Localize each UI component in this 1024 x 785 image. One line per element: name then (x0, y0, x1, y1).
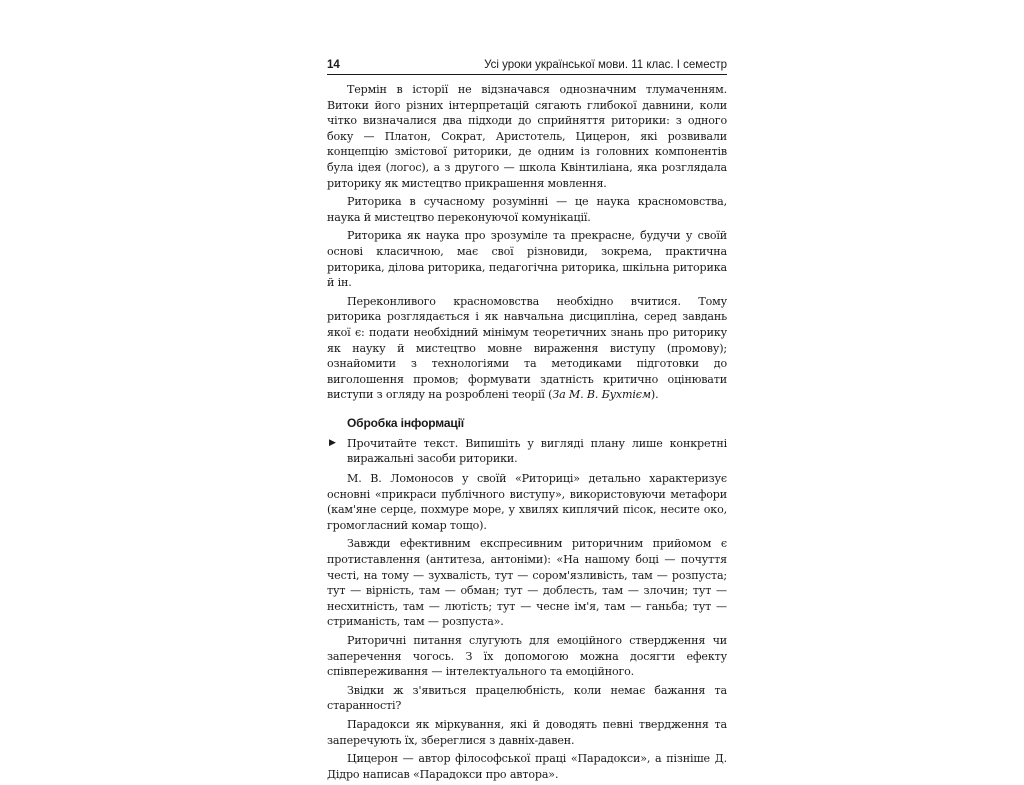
task-text: Прочитайте текст. Випишіть у вигляді плану лише конкретні виражальні засоби риторики. (347, 436, 727, 466)
paragraph-with-source (327, 294, 727, 403)
page-content (327, 82, 727, 782)
page-header (327, 56, 727, 75)
source-citation: За М. В. Бухтієм (552, 388, 651, 402)
paragraph: Риторичні питання слугують для емоційного ствердження чи заперечення чогось. З їх допомогою можна досягти ефекту співпереживання — інтелектуального та емоційного. (327, 634, 727, 679)
running-head: Усі уроки української мови. 11 клас. І семестр (484, 59, 727, 71)
book-page (327, 56, 727, 785)
paragraph: Завжди ефективним експресивним риторичним прийомом є протиставлення (антитеза, антоніми): «На нашому боці — почуття честі, на тому — зухвалість, тут — сором'язливість, там — розпуста; тут — вірність, там — обман; тут — доблесть, там — злочин; тут — несхитність, там — лютість; тут — чесне ім'я, там — ганьба; тут — стриманість, там — розпуста». (327, 537, 727, 629)
paragraph-text: Переконливого красномовства необхідно вчитися. Тому риторика розглядається і як навчальна дисципліна, серед завдань якої є: подати необхідний мінімум теоретичних знань про риторику як науку й мистецтво мовне вираження виступу (промову); ознайомити з технологіями та методиками підготовки до виголошення промов; формувати здатність критично оцінювати виступи з огляду на розроблені теорії ( (327, 294, 727, 402)
paragraph: Звідки ж з'явиться працелюбність, коли немає бажання та старанності? (327, 683, 727, 713)
paragraph: Риторика в сучасному розумінні — це наука красномовства, наука й мистецтво переконуючої комунікації. (327, 195, 727, 224)
paragraph: Термін в історії не відзначався однозначним тлумаченням. Витоки його різних інтерпретацій сягають глибокої давнини, коли чітко визначалися два підходи до сприйняття риторики: з одного боку — Платон, Сократ, Аристотель, Цицерон, які розвивали концепцію змістової риторики, де одним із головних компонентів була ідея (логос), а з другого — школа Квінтиліана, яка розглядала риторику як мистецтво прикрашення мовлення. (327, 83, 727, 190)
paragraph: М. В. Ломоносов у своїй «Риториці» детально характеризує основні «прикраси публічного виступу», використовуючи метафори (кам'яне серце, похмуре море, у хвилях киплячий пісок, несите око, громогласний комар тощо). (327, 472, 727, 532)
triangle-right-icon: ▶ (329, 437, 336, 448)
section-heading: Обробка інформації (347, 415, 465, 430)
page-number: 14 (327, 59, 340, 71)
paragraph: Парадокси як міркування, які й доводять певні твердження та заперечують їх, збереглися з давніх-давен. (327, 717, 727, 747)
paragraph: Риторика як наука про зрозуміле та прекрасне, будучи у своїй основі класичною, має свої різновиди, зокрема, практична риторика, ділова риторика, педагогічна риторика, шкільна риторика й ін. (327, 229, 727, 290)
task-item (327, 436, 727, 467)
paragraph: Цицерон — автор філософської праці «Парадокси», а пізніше Д. Дідро написав «Парадокси про автора». (327, 752, 727, 781)
source-closing: ). (650, 388, 659, 402)
